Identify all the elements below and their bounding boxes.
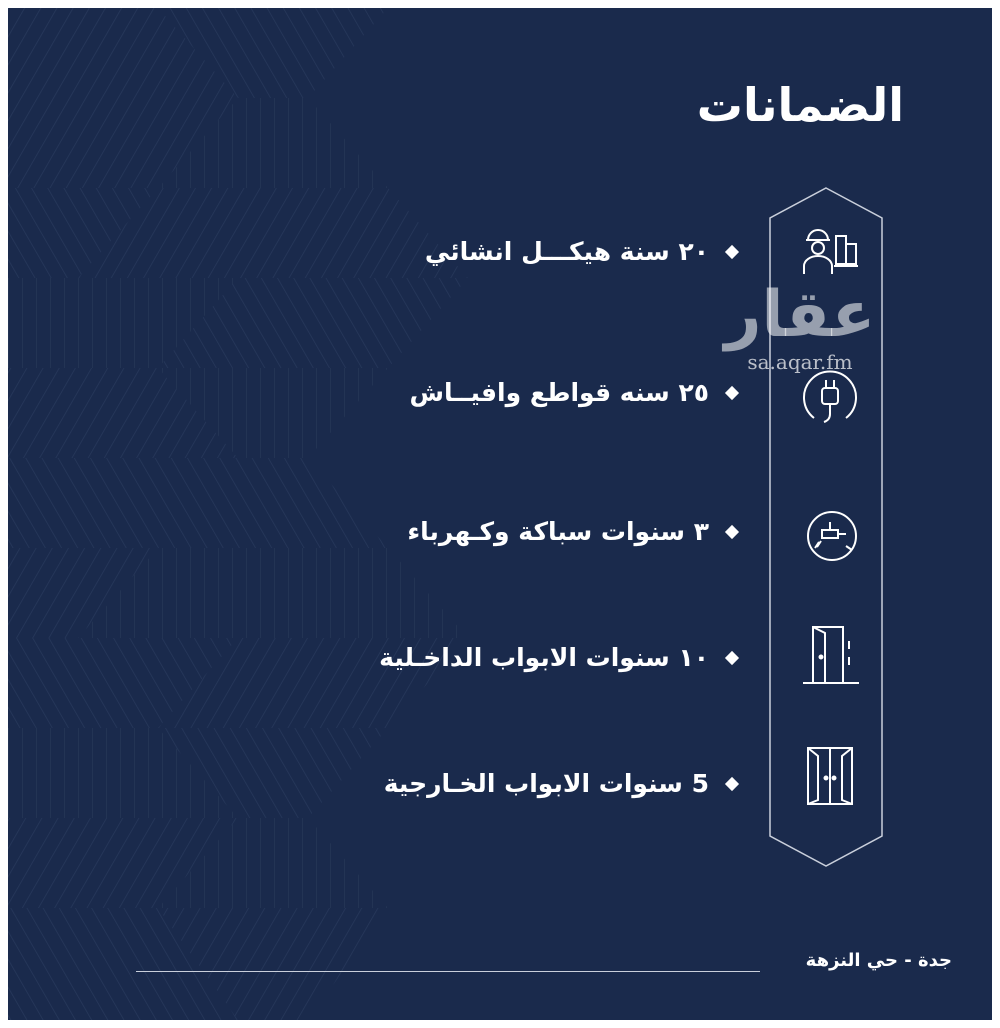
guarantee-label: ٢٥ سنه قواطع وافيــاش xyxy=(409,378,709,407)
guarantee-item xyxy=(425,237,737,266)
guarantees-card xyxy=(8,8,992,1020)
guarantee-item xyxy=(379,643,737,672)
footer-divider xyxy=(136,971,760,972)
guarantee-label: ٢٠ سنة هيكـــل انشائي xyxy=(424,237,709,266)
bullet-diamond-icon xyxy=(725,524,739,538)
watermark-url: sa.aqar.fm xyxy=(747,350,853,374)
guarantee-item xyxy=(410,378,738,407)
page-title: الضمانات xyxy=(696,78,904,132)
guarantee-item xyxy=(407,517,737,546)
guarantee-item xyxy=(384,769,737,798)
guarantee-label: ٣ سنوات سباكة وكـهرباء xyxy=(407,517,709,546)
bullet-diamond-icon xyxy=(725,244,739,258)
guarantee-label: ١٠ سنوات الابواب الداخـلية xyxy=(379,643,709,672)
watermark-logo: عقار xyxy=(724,278,876,352)
bullet-diamond-icon xyxy=(725,776,739,790)
power-plug-icon xyxy=(800,368,860,428)
bullet-diamond-icon xyxy=(725,650,739,664)
exterior-door-icon xyxy=(804,744,856,808)
guarantee-label: 5 سنوات الابواب الخـارجية xyxy=(383,769,709,798)
watermark xyxy=(720,280,880,374)
plumbing-electric-icon xyxy=(802,506,862,566)
footer-location: جدة - حي النزهة xyxy=(805,950,952,971)
construction-worker-icon xyxy=(798,222,860,278)
interior-door-icon xyxy=(801,621,861,685)
bullet-diamond-icon xyxy=(725,385,739,399)
